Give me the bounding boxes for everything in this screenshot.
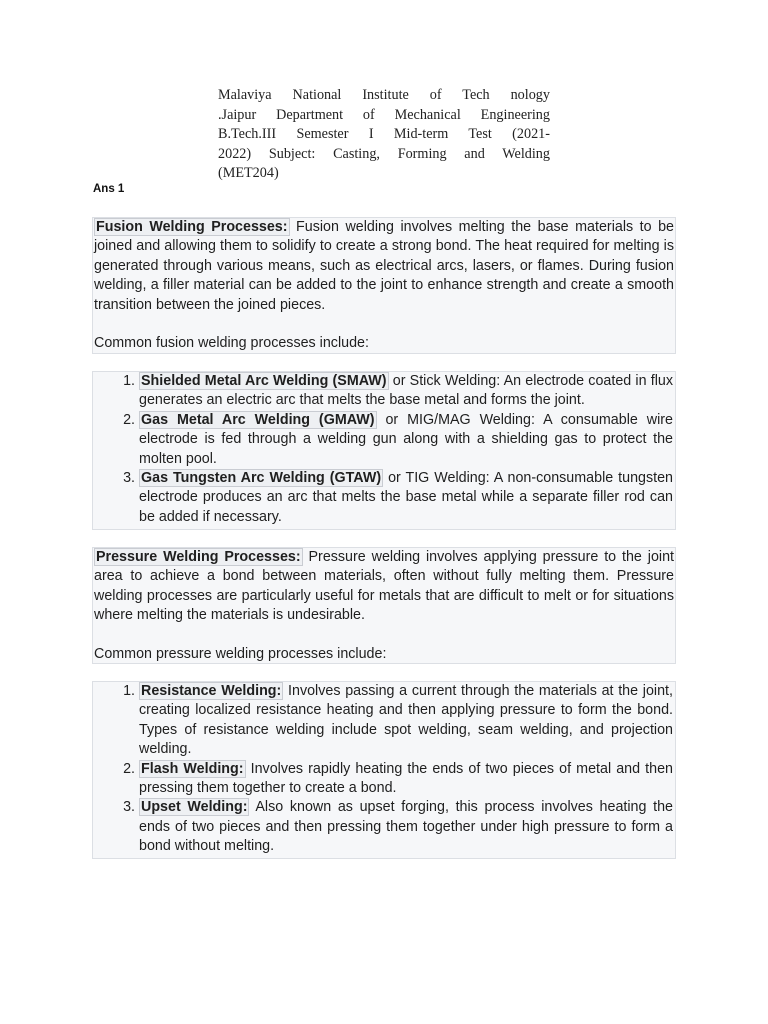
- fusion-common-label: Common fusion welding processes include:: [94, 335, 369, 352]
- fusion-list-block: [92, 371, 676, 530]
- document-header: [218, 86, 550, 184]
- list-item: [139, 682, 673, 760]
- header-line-1: Malaviya National Institute of Tech nology: [218, 87, 550, 103]
- pressure-common-label: Common pressure welding processes include:: [94, 645, 387, 662]
- fusion-term: Fusion Welding Processes:: [96, 219, 288, 235]
- pressure-list-block: [92, 681, 676, 859]
- list-item-term: Shielded Metal Arc Welding (SMAW): [141, 373, 387, 389]
- list-item-text: or Stick Welding: An electrode coated in flux generates an electric arc that melts the base metal and forms the joint.: [139, 373, 674, 409]
- fusion-process-list: [93, 372, 675, 527]
- list-item-term: Upset Welding:: [141, 799, 248, 816]
- list-item-text: Involves rapidly heating the ends of two pieces of metal and then pressing them together to create a bond.: [139, 760, 674, 797]
- pressure-paragraph: [93, 548, 675, 626]
- header-line-3: B.Tech.III Semester I Mid-term Test (2021-: [218, 126, 550, 142]
- answer-label: Ans 1: [93, 183, 125, 195]
- list-item: [139, 411, 673, 469]
- list-item-term: Resistance Welding:: [141, 683, 282, 699]
- header-line-4: 2022) Subject: Casting, Forming and Welding: [218, 145, 550, 162]
- list-item: [139, 760, 673, 799]
- list-item-text: Also known as upset forging, this process involves heating the ends of two pieces and then pressing them together under high pressure to form a bond without melting.: [139, 799, 673, 855]
- list-item-term: Flash Welding:: [141, 760, 244, 777]
- list-item-text: Involves passing a current through the materials at the joint, creating localized resistance heating and then applying pressure to form the bond. Types of resistance welding include spot welding, seam welding, and projection welding.: [139, 683, 673, 758]
- pressure-intro-block: [92, 547, 676, 664]
- header-line-5: (MET204): [218, 165, 279, 181]
- fusion-paragraph: [93, 218, 675, 315]
- header-line-2: .Jaipur Department of Mechanical Engineering: [218, 106, 550, 123]
- pressure-body: Pressure welding involves applying pressure to the joint area to achieve a bond between materials, often without fully melting them. Pressure welding processes are particularly useful for metals that are difficult to melt or for situations where melting the materials is undesirable.: [94, 549, 675, 624]
- list-item: [139, 798, 673, 856]
- list-item-term: Gas Metal Arc Welding (GMAW): [141, 411, 375, 428]
- fusion-body: Fusion welding involves melting the base materials to be joined and allowing them to solidify to create a strong bond. The heat required for melting is generated through various means, such as electrical arcs, lasers, or flames. During fusion welding, a filler material can be added to the joint to enhance strength and create a smooth transition between the joined pieces.: [94, 219, 674, 313]
- list-item-text: or MIG/MAG Welding: A consumable wire electrode is fed through a welding gun along with a shielding gas to protect the molten pool.: [139, 411, 673, 467]
- list-item: [139, 372, 673, 411]
- list-item: [139, 469, 673, 527]
- fusion-intro-block: [92, 217, 676, 354]
- pressure-term: Pressure Welding Processes:: [96, 549, 301, 565]
- list-item-term: Gas Tungsten Arc Welding (GTAW): [141, 470, 382, 487]
- pressure-process-list: [93, 682, 675, 857]
- list-item-text: or TIG Welding: A non-consumable tungsten electrode produces an arc that melts the base metal while a separate filler rod can be added if necessary.: [139, 470, 673, 525]
